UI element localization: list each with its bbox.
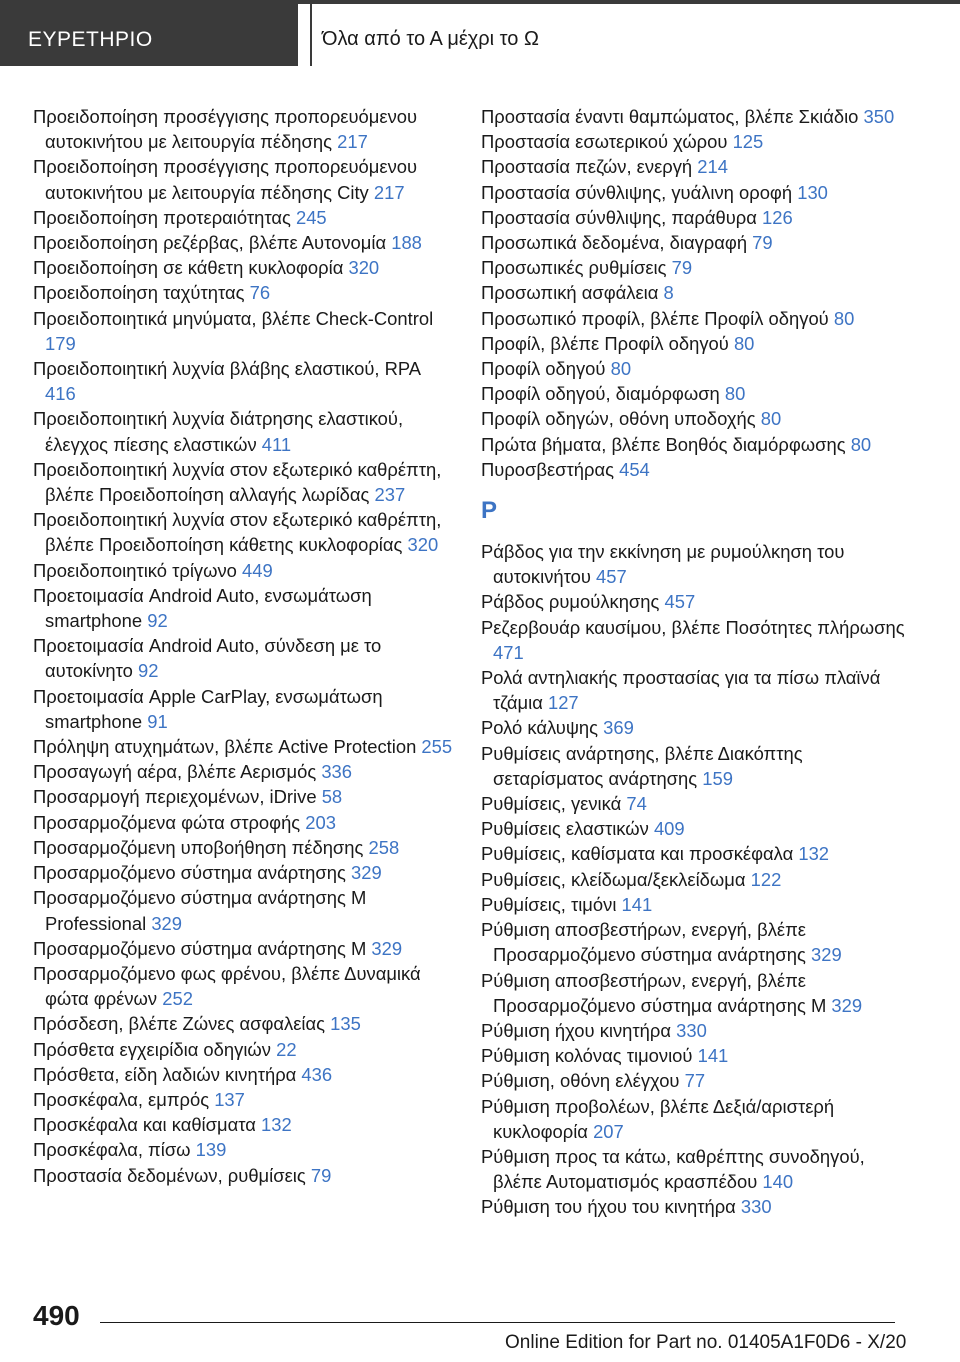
entry-text: Ρύθμιση ήχου κινητήρα <box>481 1019 671 1041</box>
index-entry <box>481 867 911 892</box>
page-reference-link[interactable]: 255 <box>421 736 453 758</box>
page-reference-link[interactable]: 139 <box>195 1139 227 1161</box>
index-entry <box>481 1068 911 1093</box>
index-entry <box>481 741 911 791</box>
entry-text: Προειδοποίηση προσέγγισης προπορευόμενου αυτοκινήτου με λειτουργία πέδησης <box>33 106 418 153</box>
entry-text: Προφίλ οδηγού, διαμόρφωση <box>481 383 720 405</box>
page-reference-link[interactable]: 141 <box>621 893 653 915</box>
entry-text: Προσαρμοζόμενο φως φρένου, βλέπε Δυναμικά φώτα φρένων <box>33 962 421 1010</box>
index-entry <box>481 589 911 614</box>
entry-text: Ρεζερβουάρ καυσίμου, βλέπε Ποσότητες πλήρωσης <box>481 616 905 638</box>
entry-text: Πρόσθετα, είδη λαδιών κινητήρα <box>33 1063 297 1085</box>
page-header <box>0 0 960 66</box>
index-entry <box>33 734 453 759</box>
entry-text: Πρόληψη ατυχημάτων, βλέπε Active Protection <box>33 736 417 758</box>
entry-text: Προσωπικό προφίλ, βλέπε Προφίλ οδηγού <box>481 307 829 329</box>
page-reference-link[interactable]: 329 <box>810 944 842 966</box>
entry-text: Ρολό κάλυψης <box>481 717 599 739</box>
entry-text: Προφίλ, βλέπε Προφίλ οδηγού <box>481 332 729 354</box>
page-reference-link[interactable]: 320 <box>348 257 380 279</box>
entry-text: Ρυθμίσεις, τιμόνι <box>481 893 617 915</box>
page-reference-link[interactable]: 454 <box>619 458 650 480</box>
page-reference-link[interactable]: 80 <box>724 383 746 405</box>
page-reference-link[interactable]: 79 <box>752 232 773 254</box>
page-reference-link[interactable]: 79 <box>310 1164 332 1186</box>
index-entry <box>481 230 911 255</box>
page-reference-link[interactable]: 258 <box>368 836 400 858</box>
page-reference-link[interactable]: 217 <box>337 131 368 153</box>
index-entry <box>481 615 911 665</box>
page-reference-link[interactable]: 179 <box>45 332 76 354</box>
page-number: 490 <box>33 1300 80 1331</box>
entry-text: Προσωπικές ρυθμίσεις <box>481 257 667 279</box>
page-reference-link[interactable]: 350 <box>863 106 895 127</box>
entry-text: Προειδοποιητικά μηνύματα, βλέπε Check-Control <box>33 307 434 329</box>
page-reference-link[interactable]: 91 <box>147 710 168 732</box>
index-entry <box>33 356 453 406</box>
index-entry <box>33 457 453 507</box>
index-entry <box>481 356 911 381</box>
page-reference-link[interactable]: 132 <box>261 1114 292 1136</box>
page-reference-link[interactable]: 330 <box>740 1196 772 1218</box>
page-reference-link[interactable]: 245 <box>295 206 327 228</box>
page-reference-link[interactable]: 80 <box>610 358 632 380</box>
entry-text: Ρυθμίσεις, γενικά <box>481 793 622 815</box>
index-column-right <box>481 104 911 1220</box>
index-entry <box>33 306 453 356</box>
entry-text: Ρύθμιση του ήχου του κινητήρα <box>481 1196 736 1218</box>
page-reference-link[interactable]: 92 <box>137 660 159 682</box>
index-entry <box>481 539 911 589</box>
index-entry <box>33 1112 453 1137</box>
entry-text: Προσαρμοζόμενα φώτα στροφής <box>33 811 301 833</box>
page-reference-link[interactable]: 80 <box>733 332 755 354</box>
index-entry <box>481 331 911 356</box>
index-entry <box>33 280 453 305</box>
entry-text: Προειδοποιητική λυχνία διάτρησης ελαστικού, έλεγχος πίεσης ελαστικών <box>33 408 404 455</box>
entry-text: Ρυθμίσεις, κλείδωμα/ξεκλείδωμα <box>481 868 746 890</box>
entry-text: Προστασία δεδομένων, ρυθμίσεις <box>33 1164 306 1186</box>
index-entry <box>481 457 911 482</box>
index-entry <box>481 180 911 205</box>
page-reference-link[interactable]: 411 <box>261 433 292 455</box>
index-entry <box>481 1018 911 1043</box>
entry-text: Προειδοποιητικό τρίγωνο <box>33 559 237 581</box>
page-reference-link[interactable]: 140 <box>762 1171 794 1193</box>
entry-text: Πυροσβεστήρας <box>481 458 614 480</box>
index-entry <box>481 917 911 967</box>
page-reference-link[interactable]: 141 <box>697 1045 729 1067</box>
entry-text: Προσκέφαλα και καθίσματα <box>33 1114 256 1136</box>
entry-text: Ράβδος ρυμούλκησης <box>481 591 660 613</box>
index-entry <box>33 860 453 885</box>
page-reference-link[interactable]: 130 <box>797 181 828 203</box>
index-entry <box>33 810 453 835</box>
index-entry <box>33 583 453 633</box>
index-entry <box>481 406 911 431</box>
entry-text: Ρολά αντηλιακής προστασίας για τα πίσω πλαϊνά τζάμια <box>481 667 881 714</box>
index-entry <box>33 507 453 557</box>
index-entry <box>33 1087 453 1112</box>
index-entry <box>481 280 911 305</box>
index-entry <box>33 154 453 204</box>
index-entry <box>33 885 453 935</box>
entry-text: Πρόσδεση, βλέπε Ζώνες ασφαλείας <box>33 1013 325 1035</box>
page-reference-link[interactable]: 252 <box>162 988 193 1010</box>
entry-text: Ράβδος για την εκκίνηση με ρυμούλκηση του αυτοκινήτου <box>481 541 845 588</box>
entry-text: Προειδοποιητική λυχνία στον εξωτερικό καθρέπτη, βλέπε Προειδοποίηση κάθετης κυκλοφορίας <box>33 509 442 556</box>
page-reference-link[interactable]: 125 <box>732 131 764 153</box>
page-reference-link[interactable]: 457 <box>596 566 627 588</box>
page-reference-link[interactable]: 336 <box>321 761 352 783</box>
index-entry <box>481 816 911 841</box>
page-reference-link[interactable]: 330 <box>676 1019 707 1041</box>
page-reference-link[interactable]: 457 <box>664 591 696 613</box>
index-entry <box>481 841 911 866</box>
index-entry <box>481 1043 911 1068</box>
page-reference-link[interactable]: 126 <box>761 206 793 228</box>
entry-text: Προσκέφαλα, εμπρός <box>33 1088 210 1110</box>
entry-text: Προστασία έναντι θαμπώματος, βλέπε Σκιάδιο <box>481 106 859 127</box>
entry-text: Ρυθμίσεις ανάρτησης, βλέπε Διακόπτης σεταρίσματος ανάρτησης <box>481 742 803 789</box>
page-reference-link[interactable]: 132 <box>798 843 830 865</box>
page-reference-link[interactable]: 58 <box>321 786 343 808</box>
index-entry <box>481 715 911 740</box>
index-entry <box>33 633 453 683</box>
page-reference-link[interactable]: 92 <box>147 610 168 632</box>
index-entry <box>33 1137 453 1162</box>
page-reference-link[interactable]: 320 <box>407 534 439 556</box>
index-entry <box>481 968 911 1018</box>
section-subtitle: Όλα από το Α μέχρι το Ω <box>322 28 539 50</box>
header-rule <box>298 0 960 4</box>
entry-text: Προσαρμογή περιεχομένων, iDrive <box>33 786 317 808</box>
entry-text: Πρώτα βήματα, βλέπε Βοηθός διαμόρφωσης <box>481 433 846 455</box>
page-reference-link[interactable]: 416 <box>45 383 76 405</box>
index-entry <box>481 104 911 129</box>
edition-text: Online Edition for Part no. 01405A1F0D6 - X/20 <box>505 1332 907 1353</box>
entry-text: Προστασία πεζών, ενεργή <box>481 156 693 178</box>
index-entry <box>33 759 453 784</box>
page-reference-link[interactable]: 409 <box>653 818 685 840</box>
index-column-left <box>33 104 453 1188</box>
index-entry <box>481 1094 911 1144</box>
page-reference-link[interactable]: 449 <box>242 559 273 581</box>
index-entry <box>33 961 453 1011</box>
page-reference-link[interactable]: 237 <box>374 484 406 506</box>
entry-text: Προσκέφαλα, πίσω <box>33 1139 191 1161</box>
entry-text: Προστασία σύνθλιψης, γυάλινη οροφή <box>481 181 793 203</box>
entry-text: Προειδοποιητική λυχνία βλάβης ελαστικού, RPA <box>33 358 421 380</box>
entry-text: Προειδοποίηση ταχύτητας <box>33 282 245 304</box>
page-reference-link[interactable]: 159 <box>702 767 733 789</box>
index-group-rho <box>481 539 911 1219</box>
page-reference-link[interactable]: 207 <box>593 1120 624 1142</box>
page-reference-link[interactable]: 137 <box>214 1088 245 1110</box>
index-entry <box>481 432 911 457</box>
index-entry <box>33 406 453 456</box>
index-entry <box>33 835 453 860</box>
entry-text: Προειδοποιητική λυχνία στον εξωτερικό καθρέπτη, βλέπε Προειδοποίηση αλλαγής λωρίδας <box>33 458 442 506</box>
index-entry <box>481 381 911 406</box>
page-reference-link[interactable]: 329 <box>831 994 863 1016</box>
entry-text: Προφίλ οδηγών, οθόνη υποδοχής <box>481 408 756 430</box>
section-letter: Ρ <box>481 497 498 525</box>
page-reference-link[interactable]: 203 <box>305 811 336 833</box>
section-title: ΕΥΡΕΤΗΡΙΟ <box>28 28 153 51</box>
page-reference-link[interactable]: 127 <box>547 692 579 714</box>
page-reference-link[interactable]: 122 <box>750 868 782 890</box>
page-reference-link[interactable]: 471 <box>493 641 524 663</box>
index-entry <box>33 255 453 280</box>
page-reference-link[interactable]: 80 <box>850 433 872 455</box>
index-entry <box>33 784 453 809</box>
index-entry <box>481 665 911 715</box>
entry-text: Ρύθμιση προβολέων, βλέπε Δεξιά/αριστερή κυκλοφορία <box>481 1095 835 1142</box>
entry-text: Προφίλ οδηγού <box>481 358 606 380</box>
index-entry <box>481 1194 911 1219</box>
page-reference-link[interactable]: 76 <box>249 282 271 304</box>
page-reference-link[interactable]: 80 <box>760 408 782 430</box>
page-reference-link[interactable]: 329 <box>371 937 403 959</box>
index-entry <box>481 791 911 816</box>
index-entry <box>33 1163 453 1188</box>
entry-text: Πρόσθετα εγχειρίδια οδηγιών <box>33 1038 271 1060</box>
page-reference-link[interactable]: 80 <box>833 307 855 329</box>
index-entry <box>481 129 911 154</box>
entry-text: Προσωπική ασφάλεια <box>481 282 659 304</box>
header-separator <box>310 4 312 66</box>
entry-text: Ρυθμίσεις ελαστικών <box>481 818 649 840</box>
footer-rule <box>100 1322 895 1323</box>
entry-text: Ρύθμιση προς τα κάτω, καθρέπτης συνοδηγού, βλέπε Αυτοματισμός κρασπέδου <box>481 1145 865 1193</box>
page-reference-link[interactable]: 74 <box>626 793 647 815</box>
index-entry <box>481 205 911 230</box>
index-entry <box>33 558 453 583</box>
page-reference-link[interactable]: 369 <box>603 717 634 739</box>
page-reference-link[interactable]: 329 <box>350 862 382 884</box>
entry-text: Προειδοποίηση προσέγγισης προπορευόμενου αυτοκινήτου με λειτουργία πέδησης City <box>33 156 418 203</box>
page-reference-link[interactable]: 22 <box>276 1038 297 1060</box>
entry-text: Προσαρμοζόμενο σύστημα ανάρτησης M Professional <box>33 887 367 934</box>
entry-text: Προσωπικά δεδομένα, διαγραφή <box>481 232 748 254</box>
index-entry <box>33 1062 453 1087</box>
entry-text: Προσαρμοζόμενο σύστημα ανάρτησης M <box>33 937 367 959</box>
entry-text: Ρύθμιση κολόνας τιμονιού <box>481 1045 693 1067</box>
entry-text: Προστασία εσωτερικού χώρου <box>481 131 728 153</box>
page-reference-link[interactable]: 135 <box>330 1013 361 1035</box>
entry-text: Προσαγωγή αέρα, βλέπε Αερισμός <box>33 761 317 783</box>
page-reference-link[interactable]: 77 <box>684 1070 706 1092</box>
index-entry <box>481 1144 911 1194</box>
entry-text: Προετοιμασία Android Auto, ενσωμάτωση smartphone <box>33 584 372 632</box>
entry-text: Ρύθμιση αποσβεστήρων, ενεργή, βλέπε Προσαρμοζόμενο σύστημα ανάρτησης <box>481 919 806 966</box>
page-reference-link[interactable]: 214 <box>697 156 728 178</box>
index-entry <box>481 892 911 917</box>
entry-text: Ρύθμιση, οθόνη ελέγχου <box>481 1070 680 1092</box>
index-entry <box>481 154 911 179</box>
index-entry <box>481 255 911 280</box>
page-reference-link[interactable]: 436 <box>301 1063 333 1085</box>
index-entry <box>33 1037 453 1062</box>
index-entry <box>33 936 453 961</box>
entry-text: Προειδοποίηση σε κάθετη κυκλοφορία <box>33 257 344 279</box>
page-reference-link[interactable]: 329 <box>151 912 183 934</box>
page-reference-link[interactable]: 8 <box>663 282 674 304</box>
index-entry <box>33 205 453 230</box>
section-tab[interactable] <box>0 0 298 66</box>
entry-text: Ρύθμιση αποσβεστήρων, ενεργή, βλέπε Προσαρμοζόμενο σύστημα ανάρτησης M <box>481 969 827 1016</box>
index-entry <box>33 684 453 734</box>
entry-text: Ρυθμίσεις, καθίσματα και προσκέφαλα <box>481 843 794 865</box>
page-reference-link[interactable]: 79 <box>671 257 693 279</box>
entry-text: Προειδοποίηση προτεραιότητας <box>33 206 291 228</box>
entry-text: Προσαρμοζόμενη υποβοήθηση πέδησης <box>33 836 364 858</box>
entry-text: Προετοιμασία Apple CarPlay, ενσωμάτωση smartphone <box>33 685 383 732</box>
entry-text: Προσαρμοζόμενο σύστημα ανάρτησης <box>33 862 346 884</box>
page-reference-link[interactable]: 188 <box>391 232 422 254</box>
entry-text: Προστασία σύνθλιψης, παράθυρα <box>481 206 757 228</box>
index-group-pi <box>481 104 911 482</box>
index-entry <box>33 230 453 255</box>
index-entry <box>481 306 911 331</box>
entry-text: Προετοιμασία Android Auto, σύνδεση με το αυτοκίνητο <box>33 635 382 682</box>
page-reference-link[interactable]: 217 <box>373 181 405 203</box>
index-entry <box>33 1011 453 1036</box>
index-entry <box>33 104 453 154</box>
entry-text: Προειδοποίηση ρεζέρβας, βλέπε Αυτονομία <box>33 232 387 254</box>
